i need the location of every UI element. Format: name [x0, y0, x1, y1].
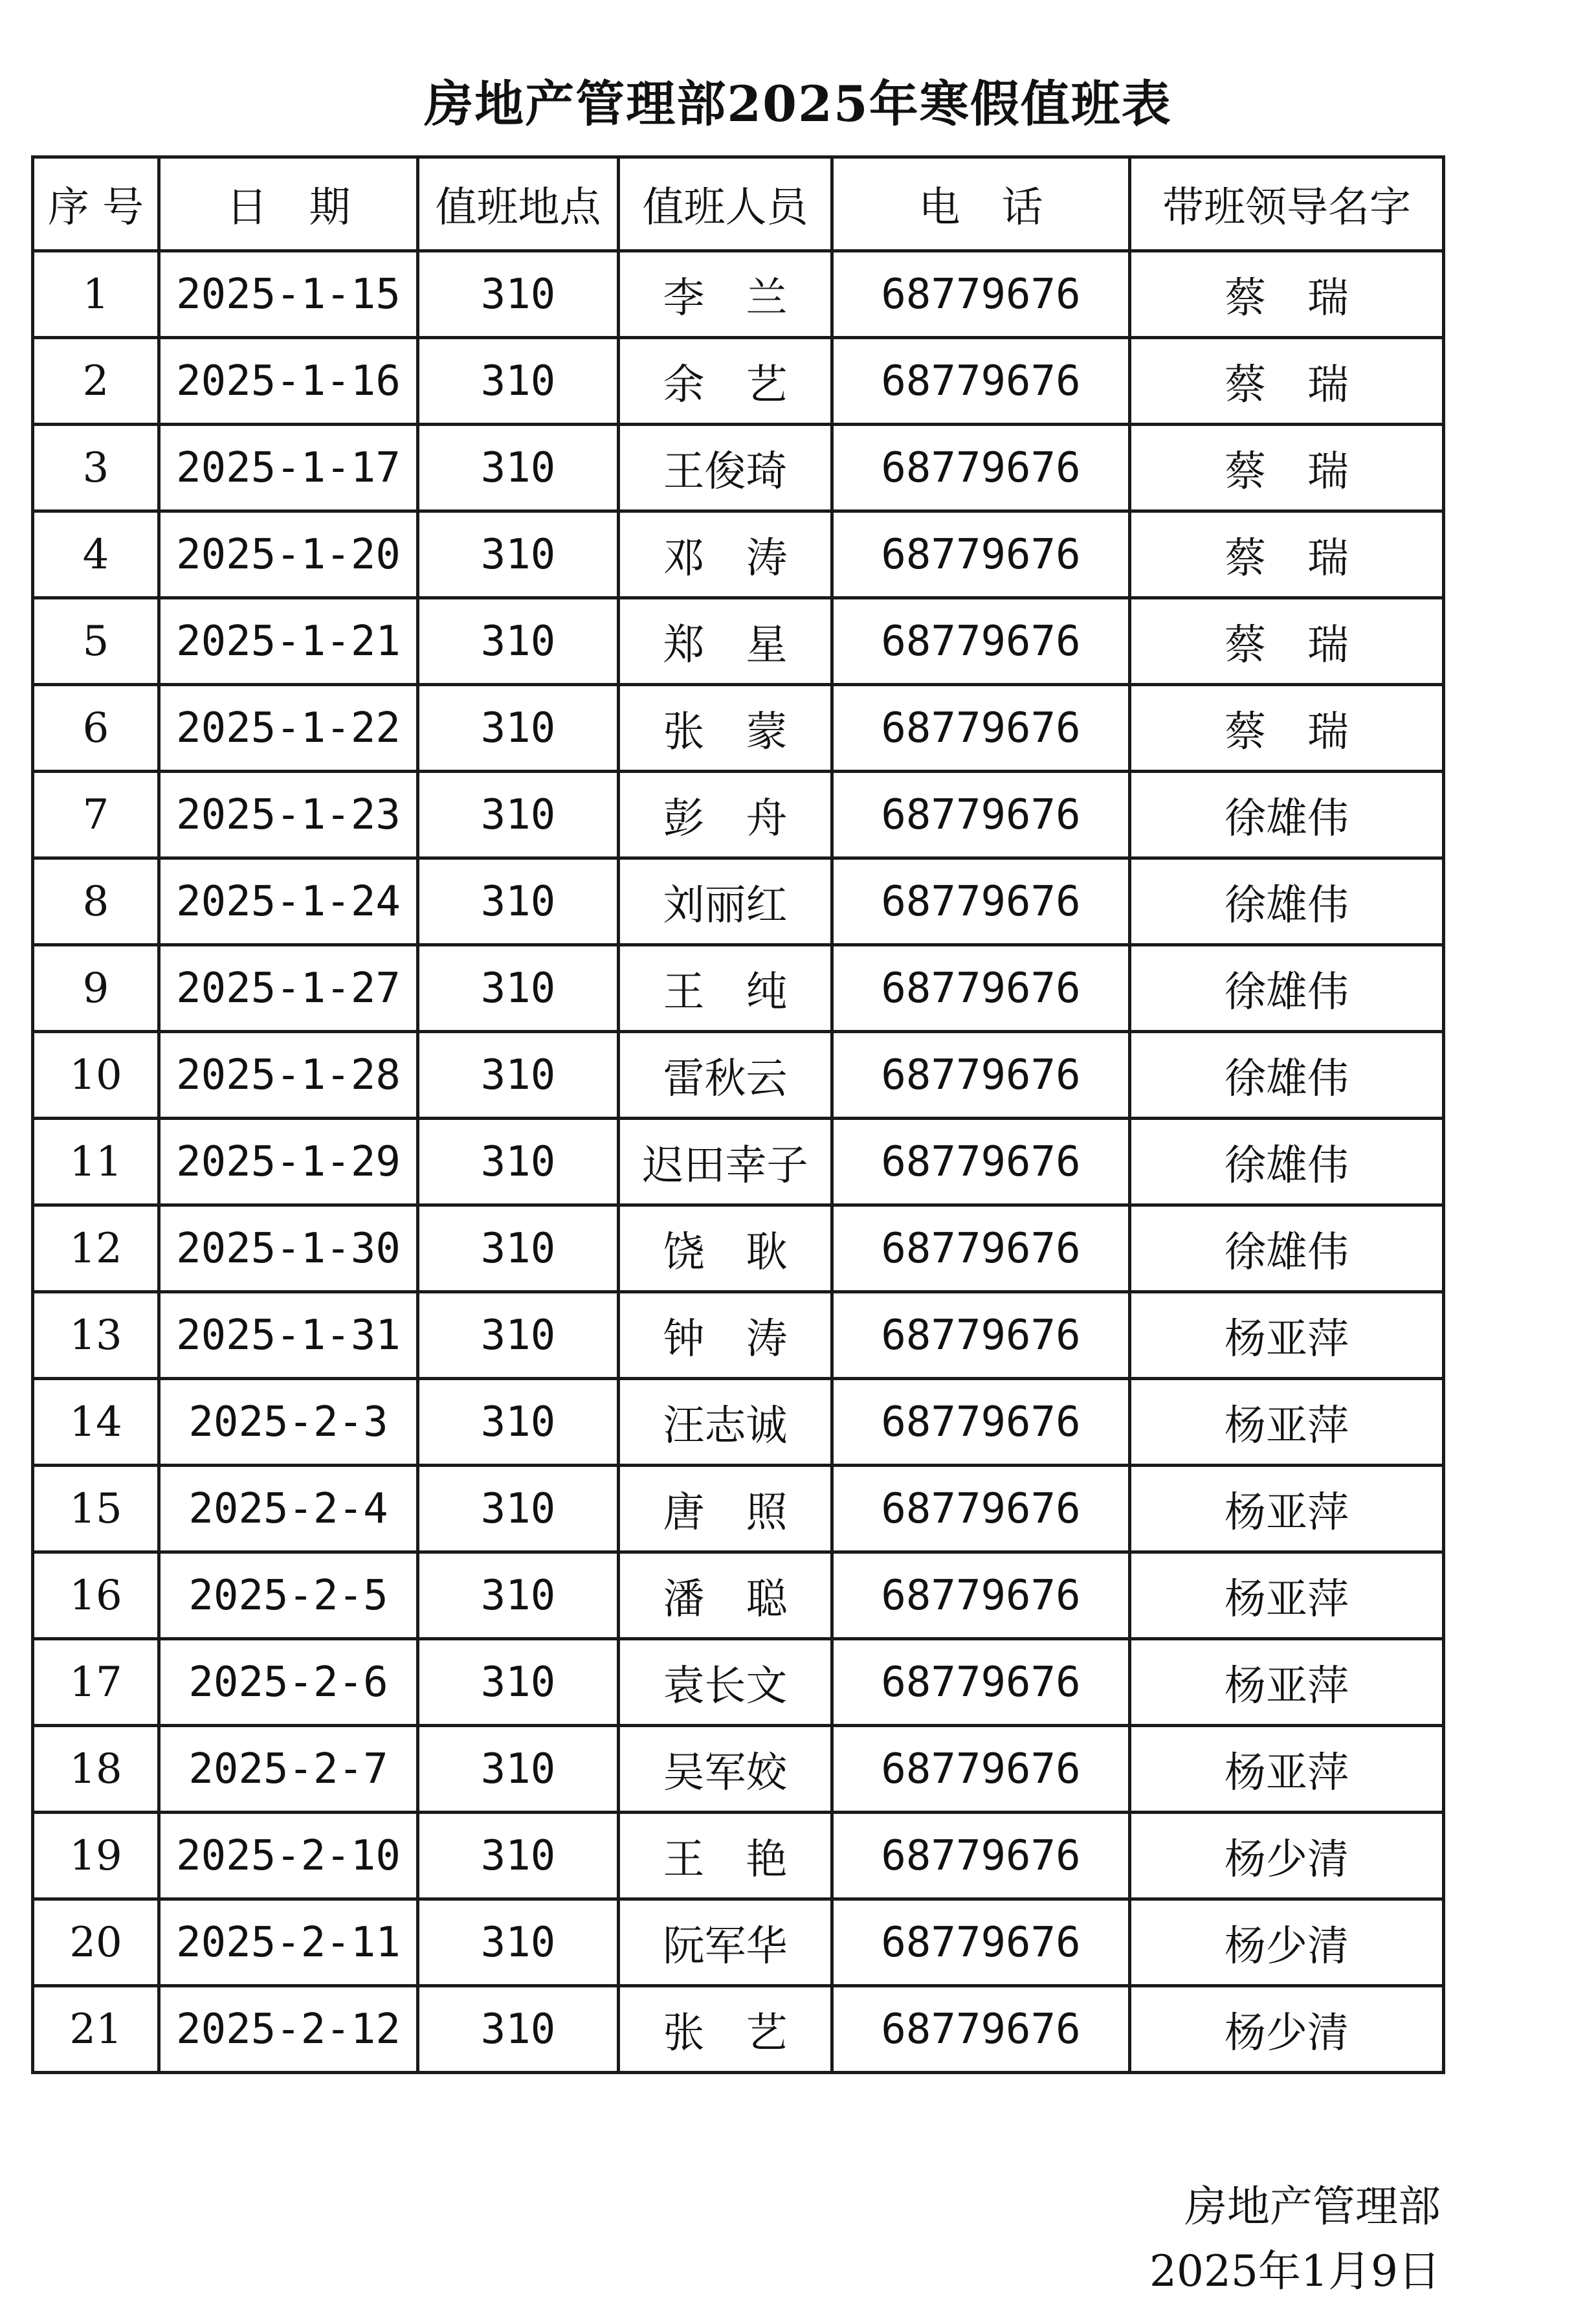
cell-location: 310 [418, 1205, 619, 1292]
cell-date: 2025-1-22 [159, 685, 418, 772]
cell-staff: 雷秋云 [619, 1032, 832, 1119]
cell-number: 8 [33, 858, 159, 945]
cell-phone: 68779676 [832, 1119, 1130, 1205]
table-row [33, 338, 1444, 425]
cell-date: 2025-2-5 [159, 1552, 418, 1639]
cell-date: 2025-2-6 [159, 1639, 418, 1726]
cell-location: 310 [418, 1379, 619, 1466]
cell-leader: 蔡 瑞 [1130, 425, 1444, 511]
cell-leader: 徐雄伟 [1130, 1205, 1444, 1292]
cell-leader: 蔡 瑞 [1130, 338, 1444, 425]
cell-date: 2025-1-23 [159, 772, 418, 858]
header-number: 序 号 [33, 157, 159, 251]
cell-location: 310 [418, 945, 619, 1032]
cell-leader: 杨亚萍 [1130, 1379, 1444, 1466]
cell-date: 2025-1-17 [159, 425, 418, 511]
cell-number: 13 [33, 1292, 159, 1379]
cell-date: 2025-1-24 [159, 858, 418, 945]
cell-location: 310 [418, 251, 619, 338]
cell-leader: 杨亚萍 [1130, 1292, 1444, 1379]
cell-date: 2025-1-20 [159, 511, 418, 598]
cell-location: 310 [418, 1986, 619, 2073]
document-title: 房地产管理部2025年寒假值班表 [424, 75, 1172, 133]
cell-location: 310 [418, 685, 619, 772]
cell-phone: 68779676 [832, 1292, 1130, 1379]
table-row [33, 1032, 1444, 1119]
footer-department: 房地产管理部 [1184, 2182, 1441, 2231]
cell-number: 9 [33, 945, 159, 1032]
cell-number: 4 [33, 511, 159, 598]
table-row [33, 1379, 1444, 1466]
cell-number: 15 [33, 1466, 159, 1552]
cell-phone: 68779676 [832, 945, 1130, 1032]
cell-number: 11 [33, 1119, 159, 1205]
cell-phone: 68779676 [832, 1466, 1130, 1552]
cell-number: 21 [33, 1986, 159, 2073]
table-row [33, 1292, 1444, 1379]
cell-leader: 徐雄伟 [1130, 1119, 1444, 1205]
table-body [33, 251, 1444, 2073]
cell-date: 2025-1-28 [159, 1032, 418, 1119]
cell-staff: 阮军华 [619, 1899, 832, 1986]
cell-date: 2025-1-29 [159, 1119, 418, 1205]
table-row [33, 685, 1444, 772]
cell-phone: 68779676 [832, 425, 1130, 511]
cell-number: 12 [33, 1205, 159, 1292]
table-row [33, 772, 1444, 858]
cell-location: 310 [418, 1639, 619, 1726]
cell-phone: 68779676 [832, 1639, 1130, 1726]
table-row [33, 1813, 1444, 1899]
header-date: 日 期 [159, 157, 418, 251]
cell-staff: 迟田幸子 [619, 1119, 832, 1205]
table-row [33, 251, 1444, 338]
cell-staff: 彭 舟 [619, 772, 832, 858]
cell-staff: 王俊琦 [619, 425, 832, 511]
table-row [33, 511, 1444, 598]
cell-leader: 杨少清 [1130, 1986, 1444, 2073]
cell-staff: 潘 聪 [619, 1552, 832, 1639]
cell-date: 2025-1-16 [159, 338, 418, 425]
cell-location: 310 [418, 425, 619, 511]
cell-date: 2025-2-3 [159, 1379, 418, 1466]
cell-date: 2025-2-11 [159, 1899, 418, 1986]
cell-number: 16 [33, 1552, 159, 1639]
cell-location: 310 [418, 1813, 619, 1899]
header-staff: 值班人员 [619, 157, 832, 251]
cell-date: 2025-2-10 [159, 1813, 418, 1899]
cell-phone: 68779676 [832, 1379, 1130, 1466]
cell-staff: 邓 涛 [619, 511, 832, 598]
cell-date: 2025-1-31 [159, 1292, 418, 1379]
table-header-row [33, 157, 1444, 251]
cell-leader: 蔡 瑞 [1130, 251, 1444, 338]
cell-number: 18 [33, 1726, 159, 1813]
table-row [33, 1639, 1444, 1726]
table-row [33, 945, 1444, 1032]
cell-date: 2025-1-21 [159, 598, 418, 685]
cell-number: 17 [33, 1639, 159, 1726]
cell-phone: 68779676 [832, 858, 1130, 945]
cell-location: 310 [418, 1032, 619, 1119]
cell-number: 14 [33, 1379, 159, 1466]
table-row [33, 1899, 1444, 1986]
table-row [33, 1119, 1444, 1205]
table-row [33, 598, 1444, 685]
cell-staff: 吴军姣 [619, 1726, 832, 1813]
cell-staff: 郑 星 [619, 598, 832, 685]
table-row [33, 425, 1444, 511]
cell-date: 2025-2-7 [159, 1726, 418, 1813]
cell-phone: 68779676 [832, 1986, 1130, 2073]
cell-staff: 汪志诚 [619, 1379, 832, 1466]
cell-leader: 杨少清 [1130, 1813, 1444, 1899]
cell-location: 310 [418, 511, 619, 598]
cell-number: 7 [33, 772, 159, 858]
cell-leader: 徐雄伟 [1130, 1032, 1444, 1119]
cell-staff: 王 纯 [619, 945, 832, 1032]
cell-staff: 张 蒙 [619, 685, 832, 772]
cell-leader: 杨亚萍 [1130, 1639, 1444, 1726]
cell-staff: 张 艺 [619, 1986, 832, 2073]
cell-location: 310 [418, 598, 619, 685]
cell-location: 310 [418, 772, 619, 858]
cell-staff: 余 艺 [619, 338, 832, 425]
cell-phone: 68779676 [832, 1205, 1130, 1292]
cell-date: 2025-1-30 [159, 1205, 418, 1292]
cell-staff: 刘丽红 [619, 858, 832, 945]
cell-staff: 袁长文 [619, 1639, 832, 1726]
header-location: 值班地点 [418, 157, 619, 251]
table-row [33, 1552, 1444, 1639]
cell-date: 2025-2-4 [159, 1466, 418, 1552]
cell-location: 310 [418, 338, 619, 425]
table-row [33, 858, 1444, 945]
cell-number: 1 [33, 251, 159, 338]
cell-phone: 68779676 [832, 511, 1130, 598]
cell-location: 310 [418, 1899, 619, 1986]
cell-date: 2025-1-15 [159, 251, 418, 338]
cell-phone: 68779676 [832, 685, 1130, 772]
cell-leader: 徐雄伟 [1130, 858, 1444, 945]
cell-number: 10 [33, 1032, 159, 1119]
cell-phone: 68779676 [832, 1813, 1130, 1899]
cell-phone: 68779676 [832, 251, 1130, 338]
cell-staff: 钟 涛 [619, 1292, 832, 1379]
cell-phone: 68779676 [832, 1032, 1130, 1119]
cell-staff: 李 兰 [619, 251, 832, 338]
cell-number: 20 [33, 1899, 159, 1986]
cell-leader: 蔡 瑞 [1130, 685, 1444, 772]
cell-number: 6 [33, 685, 159, 772]
duty-roster-table [31, 155, 1445, 2074]
table-row [33, 1986, 1444, 2073]
cell-leader: 蔡 瑞 [1130, 598, 1444, 685]
table-row [33, 1205, 1444, 1292]
table-row [33, 1466, 1444, 1552]
cell-staff: 唐 照 [619, 1466, 832, 1552]
footer-date: 2025年1月9日 [1149, 2246, 1441, 2296]
cell-number: 5 [33, 598, 159, 685]
cell-location: 310 [418, 1292, 619, 1379]
cell-number: 3 [33, 425, 159, 511]
cell-phone: 68779676 [832, 1899, 1130, 1986]
cell-leader: 杨亚萍 [1130, 1466, 1444, 1552]
header-phone: 电 话 [832, 157, 1130, 251]
cell-leader: 徐雄伟 [1130, 772, 1444, 858]
cell-leader: 杨少清 [1130, 1899, 1444, 1986]
cell-leader: 杨亚萍 [1130, 1726, 1444, 1813]
cell-leader: 徐雄伟 [1130, 945, 1444, 1032]
cell-date: 2025-2-12 [159, 1986, 418, 2073]
cell-phone: 68779676 [832, 1726, 1130, 1813]
cell-number: 19 [33, 1813, 159, 1899]
cell-leader: 蔡 瑞 [1130, 511, 1444, 598]
cell-location: 310 [418, 1466, 619, 1552]
cell-phone: 68779676 [832, 598, 1130, 685]
cell-number: 2 [33, 338, 159, 425]
cell-staff: 饶 耿 [619, 1205, 832, 1292]
cell-leader: 杨亚萍 [1130, 1552, 1444, 1639]
cell-phone: 68779676 [832, 772, 1130, 858]
cell-date: 2025-1-27 [159, 945, 418, 1032]
cell-location: 310 [418, 1119, 619, 1205]
cell-location: 310 [418, 858, 619, 945]
cell-staff: 王 艳 [619, 1813, 832, 1899]
cell-location: 310 [418, 1726, 619, 1813]
cell-phone: 68779676 [832, 338, 1130, 425]
header-leader: 带班领导名字 [1130, 157, 1444, 251]
cell-location: 310 [418, 1552, 619, 1639]
cell-phone: 68779676 [832, 1552, 1130, 1639]
table-row [33, 1726, 1444, 1813]
